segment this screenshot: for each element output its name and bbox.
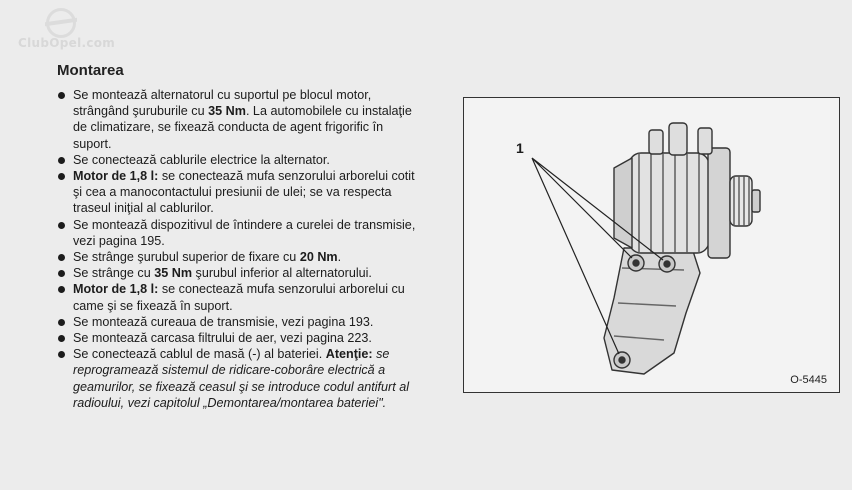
instruction-text: Se montează dispozitivul de întindere a curelei de transmisie, vezi pagina 195. xyxy=(73,217,416,248)
instruction-item xyxy=(57,265,417,281)
instruction-list xyxy=(57,87,417,411)
note-text: se reprogramează sistemul de ridicare-coborâre electrică a geamurilor, se fixează ceasul şi se introduce codul antifurt al radioului, vezi capitolul „Demontarea/montarea bateriei". xyxy=(73,347,410,410)
emphasis-text: Motor de 1,8 l: xyxy=(73,169,159,184)
instruction-item xyxy=(57,87,417,152)
instruction-item xyxy=(57,249,417,265)
instruction-text: se conectează mufa senzorului arborelui cotit şi cea a manocontactului presiunii de ulei; se va respecta traseul iniţial al cablurilor. xyxy=(73,169,415,216)
instruction-text: Se montează cureaua de transmisie, vezi pagina 193. xyxy=(73,314,374,329)
callout-label: 1 xyxy=(516,140,524,156)
instruction-item xyxy=(57,330,417,346)
emphasis-text: 35 Nm xyxy=(154,266,193,281)
watermark-logo-icon xyxy=(46,8,76,38)
instruction-text: Se conectează cablul de masă (-) al bateriei. xyxy=(73,347,326,362)
instruction-text: Se conectează cablurile electrice la alternator. xyxy=(73,152,330,167)
section-heading: Montarea xyxy=(57,62,124,79)
instruction-text: Se montează carcasa filtrului de aer, vezi pagina 223. xyxy=(73,331,372,346)
instruction-text: şurubul inferior al alternatorului. xyxy=(192,266,372,281)
instruction-item xyxy=(57,168,417,217)
instruction-text: Se montează alternatorul cu suportul pe blocul motor, strângând şuruburile cu xyxy=(73,88,372,119)
instruction-text: Se strânge şurubul superior de fixare cu xyxy=(73,250,300,265)
alternator-figure xyxy=(463,97,840,393)
instruction-item xyxy=(57,281,417,313)
instruction-item xyxy=(57,346,417,411)
emphasis-text: Motor de 1,8 l: xyxy=(73,282,159,297)
figure-code: O-5445 xyxy=(790,374,827,386)
instruction-item xyxy=(57,152,417,168)
instruction-text: . La automobilele cu instalaţie de climatizare, se fixează conducta de agent frigorific în suport. xyxy=(73,104,412,151)
emphasis-text: Atenţie: xyxy=(325,347,373,362)
emphasis-text: 20 Nm xyxy=(299,250,338,265)
instruction-text: se conectează mufa senzorului arborelui cu came şi se fixează în suport. xyxy=(73,282,405,313)
instruction-item xyxy=(57,314,417,330)
watermark: ClubOpel.com xyxy=(18,36,116,50)
instruction-item xyxy=(57,217,417,249)
emphasis-text: 35 Nm xyxy=(208,104,246,119)
instruction-text: Se strânge cu xyxy=(73,266,155,281)
instruction-text: . xyxy=(337,250,342,265)
